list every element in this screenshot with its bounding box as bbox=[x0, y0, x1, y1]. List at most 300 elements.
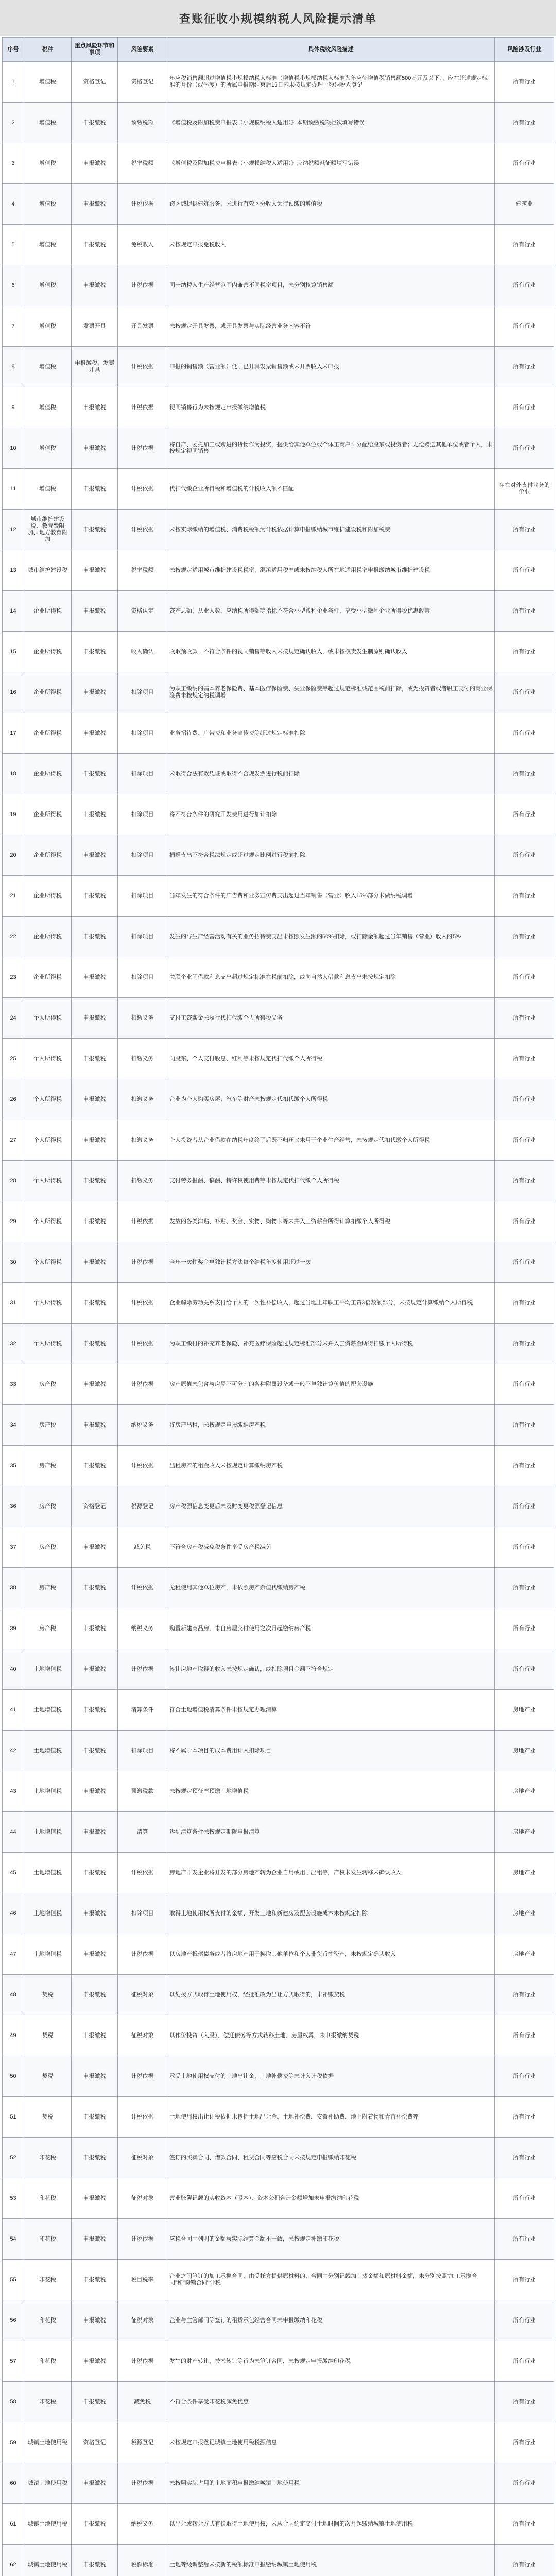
cell-no: 35 bbox=[3, 1446, 24, 1486]
table-row bbox=[3, 1079, 554, 1120]
cell-element: 扣除项目 bbox=[118, 957, 167, 998]
cell-element: 扣除项目 bbox=[118, 794, 167, 835]
cell-no: 58 bbox=[3, 2382, 24, 2422]
cell-no: 19 bbox=[3, 794, 24, 835]
table-row bbox=[3, 2341, 554, 2382]
cell-stage: 申报缴税 bbox=[72, 265, 118, 306]
cell-tax: 房产税 bbox=[24, 1405, 72, 1446]
cell-tax: 印花税 bbox=[24, 2219, 72, 2260]
cell-industry: 所有行业 bbox=[495, 387, 554, 428]
cell-no: 16 bbox=[3, 672, 24, 713]
cell-no: 30 bbox=[3, 1242, 24, 1283]
cell-element: 计税依据 bbox=[118, 2341, 167, 2382]
cell-description: 资产总额、从业人数、应纳税所得额等指标不符合小型微利企业条件，享受小型微利企业所得税优惠政策 bbox=[167, 591, 495, 632]
cell-element: 清算条件 bbox=[118, 1690, 167, 1731]
cell-no: 14 bbox=[3, 591, 24, 632]
cell-no: 56 bbox=[3, 2300, 24, 2341]
cell-description: 将不属于本项目的成本费用计入扣除项目 bbox=[167, 1731, 495, 1771]
cell-element: 扣缴义务 bbox=[118, 1079, 167, 1120]
cell-element: 计税依据 bbox=[118, 2219, 167, 2260]
cell-element: 计税依据 bbox=[118, 1201, 167, 1242]
cell-no: 53 bbox=[3, 2178, 24, 2219]
cell-no: 32 bbox=[3, 1324, 24, 1364]
cell-industry: 存在对外支付业务的企业 bbox=[495, 469, 554, 510]
cell-tax: 城镇土地使用税 bbox=[24, 2463, 72, 2504]
cell-element: 预缴税款 bbox=[118, 1771, 167, 1812]
cell-description: 房地产开发企业将开发的部分房地产转为企业自用或用于出租等，产权未发生转移未确认收入 bbox=[167, 1853, 495, 1893]
cell-description: 不符合条件享受印花税减免优惠 bbox=[167, 2382, 495, 2422]
cell-description: 不符合房产税减免税条件享受房产税减免 bbox=[167, 1527, 495, 1568]
cell-element: 计税依据 bbox=[118, 347, 167, 387]
cell-stage: 申报缴税 bbox=[72, 1649, 118, 1690]
table-row bbox=[3, 2097, 554, 2138]
cell-tax: 印花税 bbox=[24, 2382, 72, 2422]
table-row bbox=[3, 225, 554, 265]
cell-no: 40 bbox=[3, 1649, 24, 1690]
table-row bbox=[3, 1039, 554, 1079]
cell-industry: 所有行业 bbox=[495, 550, 554, 591]
cell-no: 36 bbox=[3, 1486, 24, 1527]
cell-tax: 企业所得税 bbox=[24, 713, 72, 754]
cell-description: 捐赠支出不符合税法规定或超过规定比例进行税前扣除 bbox=[167, 835, 495, 876]
cell-industry: 房地产业 bbox=[495, 1853, 554, 1893]
table-row bbox=[3, 2463, 554, 2504]
cell-industry: 所有行业 bbox=[495, 1405, 554, 1446]
cell-industry: 所有行业 bbox=[495, 1079, 554, 1120]
cell-element: 计税依据 bbox=[118, 184, 167, 225]
table-row bbox=[3, 2382, 554, 2422]
cell-no: 11 bbox=[3, 469, 24, 510]
table-row bbox=[3, 1568, 554, 1608]
table-row bbox=[3, 1853, 554, 1893]
cell-description: 业务招待费、广告费和业务宣传费等超过规定标准扣除 bbox=[167, 713, 495, 754]
cell-industry: 所有行业 bbox=[495, 2138, 554, 2178]
cell-industry: 所有行业 bbox=[495, 2463, 554, 2504]
cell-stage: 申报缴税 bbox=[72, 1690, 118, 1731]
cell-tax: 企业所得税 bbox=[24, 957, 72, 998]
cell-industry: 所有行业 bbox=[495, 1568, 554, 1608]
cell-industry: 所有行业 bbox=[495, 1446, 554, 1486]
cell-description: 未按实际缴纳的增值税、消费税税额为计税依据计算申报缴纳城市维护建设税和附加税费 bbox=[167, 510, 495, 550]
table-row bbox=[3, 550, 554, 591]
col-header-stage: 重点风险环节和事项 bbox=[72, 38, 118, 62]
cell-tax: 印花税 bbox=[24, 2341, 72, 2382]
cell-tax: 印花税 bbox=[24, 2300, 72, 2341]
table-row bbox=[3, 2545, 554, 2576]
cell-tax: 房产税 bbox=[24, 1608, 72, 1649]
cell-no: 27 bbox=[3, 1120, 24, 1161]
cell-description: 发生的财产转让、技术转让等行为未签订合同，未按规定申报缴纳印花税 bbox=[167, 2341, 495, 2382]
cell-element: 纳税义务 bbox=[118, 2504, 167, 2545]
cell-tax: 土地增值税 bbox=[24, 1934, 72, 1975]
cell-element: 预缴税额 bbox=[118, 103, 167, 143]
cell-no: 4 bbox=[3, 184, 24, 225]
cell-stage: 申报缴税 bbox=[72, 1283, 118, 1324]
cell-no: 5 bbox=[3, 225, 24, 265]
cell-no: 22 bbox=[3, 917, 24, 957]
table-row bbox=[3, 62, 554, 103]
cell-stage: 申报缴税 bbox=[72, 550, 118, 591]
cell-no: 28 bbox=[3, 1161, 24, 1201]
cell-tax: 城镇土地使用税 bbox=[24, 2545, 72, 2576]
cell-description: 企业解除劳动关系支付给个人的一次性补偿收入，超过当地上年职工平均工资3倍数额部分，未按规定计算缴纳个人所得税 bbox=[167, 1283, 495, 1324]
cell-description: 未按规定申报登记城镇土地使用税税源信息 bbox=[167, 2422, 495, 2463]
cell-element: 税率税额 bbox=[118, 143, 167, 184]
cell-stage: 申报缴税 bbox=[72, 103, 118, 143]
cell-description: 申报的销售额（营业额）低于已开具发票销售额或未开票收入未申报 bbox=[167, 347, 495, 387]
cell-element: 扣除项目 bbox=[118, 713, 167, 754]
cell-no: 7 bbox=[3, 306, 24, 347]
cell-element: 资格认定 bbox=[118, 591, 167, 632]
cell-element: 税目税率 bbox=[118, 2260, 167, 2300]
cell-element: 税源登记 bbox=[118, 1486, 167, 1527]
cell-description: 个人投资者从企业借款在纳税年度终了后既不归还又未用于企业生产经营，未按规定代扣代缴个人所得税 bbox=[167, 1120, 495, 1161]
col-header-element: 风险要素 bbox=[118, 38, 167, 62]
cell-description: 跨区域提供建筑服务，未进行有效区分收入为待预缴的增值税 bbox=[167, 184, 495, 225]
cell-element: 征税对象 bbox=[118, 2138, 167, 2178]
table-row bbox=[3, 1446, 554, 1486]
col-header-no: 序号 bbox=[3, 38, 24, 62]
table-row bbox=[3, 1608, 554, 1649]
cell-tax: 个人所得税 bbox=[24, 1283, 72, 1324]
table-row bbox=[3, 1690, 554, 1731]
cell-tax: 印花税 bbox=[24, 2260, 72, 2300]
cell-tax: 增值税 bbox=[24, 347, 72, 387]
cell-stage: 申报缴税 bbox=[72, 2382, 118, 2422]
table-row bbox=[3, 306, 554, 347]
cell-no: 57 bbox=[3, 2341, 24, 2382]
cell-tax: 个人所得税 bbox=[24, 998, 72, 1039]
cell-industry: 所有行业 bbox=[495, 2382, 554, 2422]
cell-no: 3 bbox=[3, 143, 24, 184]
cell-no: 6 bbox=[3, 265, 24, 306]
cell-stage: 申报缴税 bbox=[72, 1771, 118, 1812]
cell-element: 扣除项目 bbox=[118, 1731, 167, 1771]
cell-industry: 所有行业 bbox=[495, 1242, 554, 1283]
table-row bbox=[3, 1731, 554, 1771]
cell-industry: 所有行业 bbox=[495, 835, 554, 876]
cell-description: 营业账簿记载的实收资本（股本）、资本公积合计金额增加未申报缴纳印花税 bbox=[167, 2178, 495, 2219]
cell-tax: 土地增值税 bbox=[24, 1771, 72, 1812]
cell-industry: 所有行业 bbox=[495, 1527, 554, 1568]
cell-tax: 企业所得税 bbox=[24, 632, 72, 672]
cell-element: 减免税 bbox=[118, 2382, 167, 2422]
cell-description: 应税合同中列明的金额与实际结算金额不一致，未按规定补缴印花税 bbox=[167, 2219, 495, 2260]
cell-industry: 所有行业 bbox=[495, 2260, 554, 2300]
cell-element: 计税依据 bbox=[118, 2056, 167, 2097]
cell-element: 扣除项目 bbox=[118, 1893, 167, 1934]
cell-industry: 所有行业 bbox=[495, 2545, 554, 2576]
cell-description: 支付工资薪金未履行代扣代缴个人所得税义务 bbox=[167, 998, 495, 1039]
col-header-tax: 税种 bbox=[24, 38, 72, 62]
cell-description: 未按规定开具发票，或开具发票与实际经营业务内容不符 bbox=[167, 306, 495, 347]
table-row bbox=[3, 1486, 554, 1527]
cell-industry: 所有行业 bbox=[495, 2056, 554, 2097]
cell-description: 以作价投资（入股）、偿还债务等方式转移土地、房屋权属，未申报缴纳契税 bbox=[167, 2015, 495, 2056]
cell-industry: 所有行业 bbox=[495, 1364, 554, 1405]
cell-industry: 房地产业 bbox=[495, 1771, 554, 1812]
cell-no: 21 bbox=[3, 876, 24, 917]
cell-stage: 申报缴税 bbox=[72, 2463, 118, 2504]
table-row bbox=[3, 2178, 554, 2219]
table-row bbox=[3, 387, 554, 428]
cell-no: 25 bbox=[3, 1039, 24, 1079]
cell-industry: 所有行业 bbox=[495, 1201, 554, 1242]
cell-element: 计税依据 bbox=[118, 1934, 167, 1975]
cell-description: 关联企业间借款利息支出超过规定标准在税前扣除，或向自然人借款利息支出未按规定扣除 bbox=[167, 957, 495, 998]
cell-no: 51 bbox=[3, 2097, 24, 2138]
cell-description: 达到清算条件未按规定期限申报清算 bbox=[167, 1812, 495, 1853]
cell-stage: 申报缴税 bbox=[72, 469, 118, 510]
cell-tax: 企业所得税 bbox=[24, 917, 72, 957]
cell-industry: 所有行业 bbox=[495, 1975, 554, 2015]
cell-no: 20 bbox=[3, 835, 24, 876]
cell-description: 视同销售行为未按规定申报缴纳增值税 bbox=[167, 387, 495, 428]
cell-tax: 增值税 bbox=[24, 184, 72, 225]
cell-stage: 申报缴税 bbox=[72, 835, 118, 876]
cell-stage: 申报缴税 bbox=[72, 1201, 118, 1242]
cell-tax: 增值税 bbox=[24, 103, 72, 143]
cell-stage: 申报缴税 bbox=[72, 387, 118, 428]
table-row bbox=[3, 265, 554, 306]
table-row bbox=[3, 2300, 554, 2341]
cell-stage: 申报缴税 bbox=[72, 1039, 118, 1079]
cell-element: 免税收入 bbox=[118, 225, 167, 265]
cell-stage: 申报缴税 bbox=[72, 876, 118, 917]
cell-description: 未按规定预征率预缴土地增值税 bbox=[167, 1771, 495, 1812]
cell-element: 纳税义务 bbox=[118, 1405, 167, 1446]
cell-industry: 所有行业 bbox=[495, 672, 554, 713]
cell-description: 发放的各类津贴、补贴、奖金、实物、购物卡等未并入工资薪金所得计算扣缴个人所得税 bbox=[167, 1201, 495, 1242]
cell-industry: 所有行业 bbox=[495, 1324, 554, 1364]
cell-no: 23 bbox=[3, 957, 24, 998]
table-row bbox=[3, 998, 554, 1039]
cell-stage: 申报缴税 bbox=[72, 428, 118, 469]
cell-industry: 所有行业 bbox=[495, 998, 554, 1039]
cell-stage: 申报缴税 bbox=[72, 1934, 118, 1975]
cell-industry: 房地产业 bbox=[495, 1893, 554, 1934]
cell-stage: 申报缴税 bbox=[72, 1079, 118, 1120]
table-row bbox=[3, 591, 554, 632]
cell-element: 资格登记 bbox=[118, 62, 167, 103]
cell-no: 55 bbox=[3, 2260, 24, 2300]
cell-description: 《增值税及附加税费申报表（小规模纳税人适用）》本期预缴税额栏次填写错误 bbox=[167, 103, 495, 143]
cell-description: 土地使用权出让计税依据未包括土地出让金、土地补偿费、安置补助费、地上附着物和青苗补偿费等 bbox=[167, 2097, 495, 2138]
risk-table bbox=[2, 37, 554, 2576]
page-title: 查账征收小规模纳税人风险提示清单 bbox=[179, 12, 377, 25]
cell-no: 49 bbox=[3, 2015, 24, 2056]
cell-no: 15 bbox=[3, 632, 24, 672]
table-row bbox=[3, 2015, 554, 2056]
table-row bbox=[3, 184, 554, 225]
cell-element: 扣除项目 bbox=[118, 754, 167, 794]
cell-element: 计税依据 bbox=[118, 1364, 167, 1405]
cell-stage: 申报缴税 bbox=[72, 632, 118, 672]
table-row bbox=[3, 2422, 554, 2463]
cell-no: 54 bbox=[3, 2219, 24, 2260]
cell-no: 29 bbox=[3, 1201, 24, 1242]
cell-tax: 企业所得税 bbox=[24, 876, 72, 917]
table-row bbox=[3, 794, 554, 835]
cell-element: 扣缴义务 bbox=[118, 1120, 167, 1161]
cell-description: 发生的与生产经营活动有关的业务招待费支出未按照发生额的60%扣除，或扣除金额超过当年销售（营业）收入的5‰ bbox=[167, 917, 495, 957]
col-header-industry: 风险涉及行业 bbox=[495, 38, 554, 62]
cell-description: 年应税销售额超过增值税小规模纳税人标准（增值税小规模纳税人标准为年应征增值税销售额500万元及以下）、应在超过规定标准的月份（或季度）的所属申报期结束后15日内未按规定办理一般纳税人登记 bbox=[167, 62, 495, 103]
cell-stage: 申报缴税 bbox=[72, 1446, 118, 1486]
cell-element: 计税依据 bbox=[118, 428, 167, 469]
cell-tax: 契税 bbox=[24, 2097, 72, 2138]
cell-tax: 城镇土地使用税 bbox=[24, 2504, 72, 2545]
cell-no: 45 bbox=[3, 1853, 24, 1893]
cell-no: 43 bbox=[3, 1771, 24, 1812]
cell-stage: 申报缴税 bbox=[72, 1893, 118, 1934]
table-row bbox=[3, 1324, 554, 1364]
cell-industry: 房地产业 bbox=[495, 1690, 554, 1731]
cell-element: 税额标准 bbox=[118, 2545, 167, 2576]
cell-industry: 所有行业 bbox=[495, 794, 554, 835]
cell-industry: 所有行业 bbox=[495, 957, 554, 998]
cell-no: 12 bbox=[3, 510, 24, 550]
cell-tax: 土地增值税 bbox=[24, 1812, 72, 1853]
cell-tax: 印花税 bbox=[24, 2138, 72, 2178]
cell-element: 纳税义务 bbox=[118, 1608, 167, 1649]
cell-stage: 申报缴税 bbox=[72, 794, 118, 835]
cell-description: 将不符合条件的研究开发费用进行加计扣除 bbox=[167, 794, 495, 835]
cell-industry: 所有行业 bbox=[495, 713, 554, 754]
table-row bbox=[3, 1120, 554, 1161]
cell-stage: 申报缴税 bbox=[72, 1242, 118, 1283]
cell-no: 13 bbox=[3, 550, 24, 591]
cell-stage: 申报缴税 bbox=[72, 591, 118, 632]
cell-description: 《增值税及附加税费申报表（小规模纳税人适用）》应纳税额减征额填写错误 bbox=[167, 143, 495, 184]
cell-industry: 所有行业 bbox=[495, 876, 554, 917]
table-row bbox=[3, 672, 554, 713]
cell-stage: 申报缴税 bbox=[72, 1975, 118, 2015]
cell-stage: 申报缴税 bbox=[72, 1161, 118, 1201]
cell-tax: 契税 bbox=[24, 1975, 72, 2015]
cell-tax: 个人所得税 bbox=[24, 1242, 72, 1283]
cell-description: 当年发生的符合条件的广告费和业务宣传费支出超过当年销售（营业）收入15%部分未做纳税调增 bbox=[167, 876, 495, 917]
cell-industry: 所有行业 bbox=[495, 103, 554, 143]
cell-stage: 申报缴税 bbox=[72, 2015, 118, 2056]
cell-tax: 城市维护建设税、教育费附加、地方教育附加 bbox=[24, 510, 72, 550]
cell-industry: 所有行业 bbox=[495, 2300, 554, 2341]
table-row bbox=[3, 713, 554, 754]
table-row bbox=[3, 1649, 554, 1690]
cell-stage: 申报缴税 bbox=[72, 1120, 118, 1161]
cell-tax: 增值税 bbox=[24, 469, 72, 510]
cell-description: 出租房产的租金收入未按规定计算缴纳房产税 bbox=[167, 1446, 495, 1486]
cell-element: 计税依据 bbox=[118, 510, 167, 550]
cell-description: 取得土地使用权所支付的金额、开发土地和新建房及配套设施成本未按规定扣除 bbox=[167, 1893, 495, 1934]
table-row bbox=[3, 632, 554, 672]
cell-tax: 企业所得税 bbox=[24, 754, 72, 794]
cell-element: 计税依据 bbox=[118, 1649, 167, 1690]
cell-description: 未按照实际占用的土地面积申报缴纳城镇土地使用税 bbox=[167, 2463, 495, 2504]
cell-element: 计税依据 bbox=[118, 1568, 167, 1608]
cell-no: 61 bbox=[3, 2504, 24, 2545]
cell-stage: 申报缴税 bbox=[72, 1527, 118, 1568]
cell-element: 计税依据 bbox=[118, 1324, 167, 1364]
cell-no: 18 bbox=[3, 754, 24, 794]
cell-tax: 城镇土地使用税 bbox=[24, 2422, 72, 2463]
cell-tax: 增值税 bbox=[24, 62, 72, 103]
cell-tax: 增值税 bbox=[24, 265, 72, 306]
cell-industry: 所有行业 bbox=[495, 2219, 554, 2260]
cell-description: 为职工缴付的补充养老保险、补充医疗保险超过规定标准部分未并入工资薪金所得扣缴个人所得税 bbox=[167, 1324, 495, 1364]
cell-element: 扣除项目 bbox=[118, 672, 167, 713]
cell-no: 34 bbox=[3, 1405, 24, 1446]
cell-element: 扣缴义务 bbox=[118, 1039, 167, 1079]
cell-tax: 契税 bbox=[24, 2015, 72, 2056]
table-row bbox=[3, 917, 554, 957]
table-row bbox=[3, 1975, 554, 2015]
cell-tax: 土地增值税 bbox=[24, 1649, 72, 1690]
cell-stage: 申报缴税 bbox=[72, 1731, 118, 1771]
cell-industry: 所有行业 bbox=[495, 1120, 554, 1161]
cell-description: 以划拨方式取得土地使用权，经批准改为出让方式取得的，未补缴契税 bbox=[167, 1975, 495, 2015]
cell-tax: 个人所得税 bbox=[24, 1039, 72, 1079]
cell-element: 计税依据 bbox=[118, 1283, 167, 1324]
cell-stage: 申报缴税 bbox=[72, 1568, 118, 1608]
cell-element: 计税依据 bbox=[118, 1446, 167, 1486]
cell-no: 50 bbox=[3, 2056, 24, 2097]
cell-industry: 所有行业 bbox=[495, 510, 554, 550]
table-row bbox=[3, 510, 554, 550]
cell-element: 征税对象 bbox=[118, 2015, 167, 2056]
title-banner bbox=[0, 0, 556, 36]
cell-description: 承受土地使用权支付的土地出让金、土地补偿费等未计入计税依据 bbox=[167, 2056, 495, 2097]
cell-no: 60 bbox=[3, 2463, 24, 2504]
cell-stage: 申报缴税 bbox=[72, 2056, 118, 2097]
cell-tax: 个人所得税 bbox=[24, 1201, 72, 1242]
cell-element: 清算 bbox=[118, 1812, 167, 1853]
cell-no: 24 bbox=[3, 998, 24, 1039]
cell-tax: 增值税 bbox=[24, 387, 72, 428]
cell-industry: 所有行业 bbox=[495, 143, 554, 184]
cell-stage: 申报缴税 bbox=[72, 2219, 118, 2260]
cell-no: 39 bbox=[3, 1608, 24, 1649]
table-row bbox=[3, 103, 554, 143]
cell-description: 代扣代缴企业所得税和增值税的计税收入额不匹配 bbox=[167, 469, 495, 510]
cell-element: 减免税 bbox=[118, 1527, 167, 1568]
cell-description: 向股东、个人支付股息、红利等未按规定代扣代缴个人所得税 bbox=[167, 1039, 495, 1079]
cell-description: 将房产出租，未按规定申报缴纳房产税 bbox=[167, 1405, 495, 1446]
cell-description: 以房地产抵偿债务或者将房地产用于换取其他单位和个人非货币性资产，未按规定确认收入 bbox=[167, 1934, 495, 1975]
cell-no: 62 bbox=[3, 2545, 24, 2576]
cell-stage: 申报缴税 bbox=[72, 1853, 118, 1893]
cell-no: 44 bbox=[3, 1812, 24, 1853]
cell-description: 以出让或转让方式有偿取得土地使用权，未从合同约定交付土地时间的次月起缴纳城镇土地使用税 bbox=[167, 2504, 495, 2545]
cell-no: 33 bbox=[3, 1364, 24, 1405]
cell-tax: 个人所得税 bbox=[24, 1120, 72, 1161]
cell-industry: 所有行业 bbox=[495, 2504, 554, 2545]
table-row bbox=[3, 428, 554, 469]
cell-no: 38 bbox=[3, 1568, 24, 1608]
table-row bbox=[3, 1242, 554, 1283]
cell-description: 企业为个人购买房屋、汽车等财产未按规定代扣代缴个人所得税 bbox=[167, 1079, 495, 1120]
cell-element: 收入确认 bbox=[118, 632, 167, 672]
cell-tax: 土地增值税 bbox=[24, 1731, 72, 1771]
cell-description: 未取得合法有效凭证或取得不合规发票进行税前扣除 bbox=[167, 754, 495, 794]
cell-stage: 申报缴税 bbox=[72, 225, 118, 265]
cell-tax: 房产税 bbox=[24, 1527, 72, 1568]
table-row bbox=[3, 143, 554, 184]
cell-tax: 契税 bbox=[24, 2056, 72, 2097]
cell-stage: 资格登记 bbox=[72, 2422, 118, 2463]
cell-element: 扣除项目 bbox=[118, 835, 167, 876]
cell-no: 46 bbox=[3, 1893, 24, 1934]
